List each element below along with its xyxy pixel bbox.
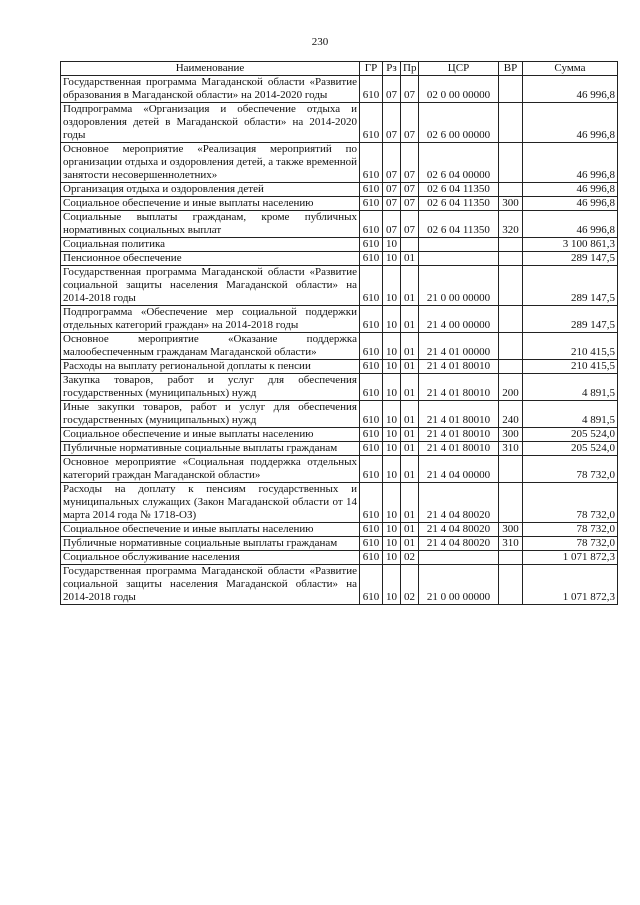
row-vr xyxy=(499,483,523,523)
table-row xyxy=(61,565,618,605)
row-vr: 320 xyxy=(499,211,523,238)
row-sum: 4 891,5 xyxy=(523,401,618,428)
row-rz: 10 xyxy=(383,306,401,333)
row-rz: 10 xyxy=(383,374,401,401)
row-name: Социальное обслуживание населения xyxy=(61,551,360,565)
row-pr: 02 xyxy=(401,551,419,565)
row-name: Основное мероприятие «Оказание поддержка малообеспеченным гражданам Магаданской области» xyxy=(61,333,360,360)
row-gr: 610 xyxy=(360,483,383,523)
row-gr: 610 xyxy=(360,374,383,401)
row-vr xyxy=(499,360,523,374)
row-csr xyxy=(419,238,499,252)
row-gr: 610 xyxy=(360,183,383,197)
row-gr: 610 xyxy=(360,456,383,483)
row-name: Социальная политика xyxy=(61,238,360,252)
row-csr: 02 6 04 11350 xyxy=(419,211,499,238)
row-rz: 10 xyxy=(383,523,401,537)
row-sum: 46 996,8 xyxy=(523,197,618,211)
row-sum: 78 732,0 xyxy=(523,456,618,483)
row-csr: 21 4 01 80010 xyxy=(419,401,499,428)
row-csr: 21 4 04 80020 xyxy=(419,523,499,537)
row-rz: 10 xyxy=(383,456,401,483)
row-vr xyxy=(499,103,523,143)
row-name: Подпрограмма «Организация и обеспечение отдыха и оздоровления детей в Магаданской области» на 2014-2020 годы xyxy=(61,103,360,143)
row-gr: 610 xyxy=(360,442,383,456)
row-rz: 10 xyxy=(383,442,401,456)
row-sum: 46 996,8 xyxy=(523,76,618,103)
row-rz: 10 xyxy=(383,565,401,605)
row-gr: 610 xyxy=(360,551,383,565)
row-pr: 01 xyxy=(401,537,419,551)
row-rz: 10 xyxy=(383,537,401,551)
row-vr xyxy=(499,456,523,483)
row-rz: 07 xyxy=(383,76,401,103)
row-pr: 01 xyxy=(401,401,419,428)
row-pr xyxy=(401,238,419,252)
row-csr: 21 4 01 80010 xyxy=(419,428,499,442)
row-sum: 210 415,5 xyxy=(523,333,618,360)
row-rz: 07 xyxy=(383,197,401,211)
row-sum: 205 524,0 xyxy=(523,428,618,442)
page-number: 230 xyxy=(311,36,329,48)
row-pr: 07 xyxy=(401,76,419,103)
budget-table xyxy=(60,61,618,605)
table-row xyxy=(61,428,618,442)
table-row xyxy=(61,76,618,103)
row-name: Публичные нормативные социальные выплаты гражданам xyxy=(61,537,360,551)
row-rz: 07 xyxy=(383,183,401,197)
row-vr xyxy=(499,565,523,605)
row-gr: 610 xyxy=(360,76,383,103)
row-name: Основное мероприятие «Социальная поддержка отдельных категорий граждан Магаданской области» xyxy=(61,456,360,483)
row-gr: 610 xyxy=(360,333,383,360)
row-csr: 21 4 04 80020 xyxy=(419,483,499,523)
row-csr: 21 4 00 00000 xyxy=(419,306,499,333)
row-csr: 02 6 04 11350 xyxy=(419,183,499,197)
row-vr xyxy=(499,143,523,183)
table-row xyxy=(61,103,618,143)
header-gr: ГР xyxy=(360,62,383,76)
row-sum: 46 996,8 xyxy=(523,183,618,197)
row-name: Социальное обеспечение и иные выплаты населению xyxy=(61,428,360,442)
row-pr: 07 xyxy=(401,143,419,183)
row-gr: 610 xyxy=(360,428,383,442)
row-vr xyxy=(499,266,523,306)
row-pr: 01 xyxy=(401,456,419,483)
row-vr xyxy=(499,306,523,333)
row-name: Публичные нормативные социальные выплаты гражданам xyxy=(61,442,360,456)
row-gr: 610 xyxy=(360,360,383,374)
table-row xyxy=(61,551,618,565)
row-vr: 310 xyxy=(499,537,523,551)
row-sum: 46 996,8 xyxy=(523,211,618,238)
row-sum: 1 071 872,3 xyxy=(523,565,618,605)
row-name: Организация отдыха и оздоровления детей xyxy=(61,183,360,197)
row-csr: 21 4 01 00000 xyxy=(419,333,499,360)
row-sum: 4 891,5 xyxy=(523,374,618,401)
row-pr: 01 xyxy=(401,252,419,266)
row-pr: 01 xyxy=(401,374,419,401)
row-vr xyxy=(499,551,523,565)
table-row xyxy=(61,266,618,306)
row-name: Государственная программа Магаданской области «Развитие образования в Магаданской области» на 2014-2020 годы xyxy=(61,76,360,103)
row-sum: 46 996,8 xyxy=(523,143,618,183)
row-sum: 289 147,5 xyxy=(523,306,618,333)
table-row xyxy=(61,483,618,523)
row-vr: 200 xyxy=(499,374,523,401)
row-gr: 610 xyxy=(360,211,383,238)
table-row xyxy=(61,442,618,456)
row-rz: 10 xyxy=(383,551,401,565)
row-vr: 240 xyxy=(499,401,523,428)
row-pr: 07 xyxy=(401,103,419,143)
table-row xyxy=(61,252,618,266)
row-pr: 01 xyxy=(401,360,419,374)
row-csr xyxy=(419,252,499,266)
header-name: Наименование xyxy=(61,62,360,76)
table-header-row xyxy=(61,62,618,76)
row-rz: 07 xyxy=(383,103,401,143)
row-sum: 78 732,0 xyxy=(523,537,618,551)
table-row xyxy=(61,360,618,374)
table-row xyxy=(61,401,618,428)
row-vr xyxy=(499,76,523,103)
row-pr: 01 xyxy=(401,483,419,523)
table-body xyxy=(61,76,618,605)
row-rz: 10 xyxy=(383,252,401,266)
row-rz: 10 xyxy=(383,238,401,252)
table-row xyxy=(61,333,618,360)
row-name: Закупка товаров, работ и услуг для обеспечения государственных (муниципальных) нужд xyxy=(61,374,360,401)
table-row xyxy=(61,456,618,483)
table-row xyxy=(61,238,618,252)
row-csr: 02 6 04 11350 xyxy=(419,197,499,211)
row-pr: 01 xyxy=(401,442,419,456)
row-vr: 310 xyxy=(499,442,523,456)
row-vr: 300 xyxy=(499,197,523,211)
table-row xyxy=(61,374,618,401)
row-sum: 289 147,5 xyxy=(523,252,618,266)
row-name: Расходы на выплату региональной доплаты к пенсии xyxy=(61,360,360,374)
row-rz: 10 xyxy=(383,428,401,442)
row-rz: 10 xyxy=(383,360,401,374)
row-gr: 610 xyxy=(360,252,383,266)
row-sum: 3 100 861,3 xyxy=(523,238,618,252)
row-gr: 610 xyxy=(360,565,383,605)
row-name: Иные закупки товаров, работ и услуг для обеспечения государственных (муниципальных) нужд xyxy=(61,401,360,428)
row-vr: 300 xyxy=(499,523,523,537)
row-csr: 21 4 01 80010 xyxy=(419,360,499,374)
table-row xyxy=(61,306,618,333)
header-csr: ЦСР xyxy=(419,62,499,76)
row-gr: 610 xyxy=(360,238,383,252)
row-sum: 1 071 872,3 xyxy=(523,551,618,565)
table-row xyxy=(61,143,618,183)
row-sum: 78 732,0 xyxy=(523,523,618,537)
row-csr: 21 0 00 00000 xyxy=(419,565,499,605)
row-sum: 210 415,5 xyxy=(523,360,618,374)
table-row xyxy=(61,537,618,551)
row-gr: 610 xyxy=(360,143,383,183)
row-csr: 02 6 00 00000 xyxy=(419,103,499,143)
row-rz: 10 xyxy=(383,483,401,523)
header-rz: Рз xyxy=(383,62,401,76)
row-sum: 205 524,0 xyxy=(523,442,618,456)
row-csr: 21 4 01 80010 xyxy=(419,442,499,456)
header-pr: Пр xyxy=(401,62,419,76)
row-gr: 610 xyxy=(360,537,383,551)
row-vr: 300 xyxy=(499,428,523,442)
table-row xyxy=(61,197,618,211)
row-csr: 21 4 04 00000 xyxy=(419,456,499,483)
row-name: Социальное обеспечение и иные выплаты населению xyxy=(61,197,360,211)
table-row xyxy=(61,211,618,238)
row-gr: 610 xyxy=(360,523,383,537)
row-name: Расходы на доплату к пенсиям государственных и муниципальных служащих (Закон Магаданской области от 14 марта 2014 года № 1718-ОЗ) xyxy=(61,483,360,523)
row-name: Основное мероприятие «Реализация мероприятий по организации отдыха и оздоровления детей, а также временной занятости несовершеннолетних» xyxy=(61,143,360,183)
row-rz: 07 xyxy=(383,211,401,238)
table-row xyxy=(61,523,618,537)
row-rz: 10 xyxy=(383,401,401,428)
row-csr: 21 4 01 80010 xyxy=(419,374,499,401)
row-pr: 07 xyxy=(401,211,419,238)
row-csr: 02 0 00 00000 xyxy=(419,76,499,103)
row-sum: 289 147,5 xyxy=(523,266,618,306)
row-rz: 07 xyxy=(383,143,401,183)
row-name: Государственная программа Магаданской области «Развитие социальной защиты населения Магаданской области» на 2014-2018 годы xyxy=(61,565,360,605)
row-pr: 01 xyxy=(401,306,419,333)
row-pr: 07 xyxy=(401,197,419,211)
row-sum: 46 996,8 xyxy=(523,103,618,143)
row-name: Социальные выплаты гражданам, кроме публичных нормативных социальных выплат xyxy=(61,211,360,238)
row-vr xyxy=(499,238,523,252)
row-pr: 07 xyxy=(401,183,419,197)
row-gr: 610 xyxy=(360,197,383,211)
row-pr: 01 xyxy=(401,428,419,442)
row-gr: 610 xyxy=(360,103,383,143)
row-gr: 610 xyxy=(360,401,383,428)
row-csr: 21 0 00 00000 xyxy=(419,266,499,306)
row-vr xyxy=(499,333,523,360)
header-sum: Сумма xyxy=(523,62,618,76)
row-vr xyxy=(499,252,523,266)
row-csr: 02 6 04 00000 xyxy=(419,143,499,183)
table-row xyxy=(61,183,618,197)
row-csr: 21 4 04 80020 xyxy=(419,537,499,551)
row-gr: 610 xyxy=(360,306,383,333)
row-name: Государственная программа Магаданской области «Развитие социальной защиты населения Магаданской области» на 2014-2018 годы xyxy=(61,266,360,306)
row-pr: 01 xyxy=(401,333,419,360)
row-csr xyxy=(419,551,499,565)
row-rz: 10 xyxy=(383,266,401,306)
row-name: Социальное обеспечение и иные выплаты населению xyxy=(61,523,360,537)
row-pr: 02 xyxy=(401,565,419,605)
row-gr: 610 xyxy=(360,266,383,306)
row-name: Подпрограмма «Обеспечение мер социальной поддержки отдельных категорий граждан» на 2014-2018 годы xyxy=(61,306,360,333)
row-name: Пенсионное обеспечение xyxy=(61,252,360,266)
row-pr: 01 xyxy=(401,266,419,306)
row-sum: 78 732,0 xyxy=(523,483,618,523)
row-vr xyxy=(499,183,523,197)
row-rz: 10 xyxy=(383,333,401,360)
row-pr: 01 xyxy=(401,523,419,537)
header-vr: ВР xyxy=(499,62,523,76)
